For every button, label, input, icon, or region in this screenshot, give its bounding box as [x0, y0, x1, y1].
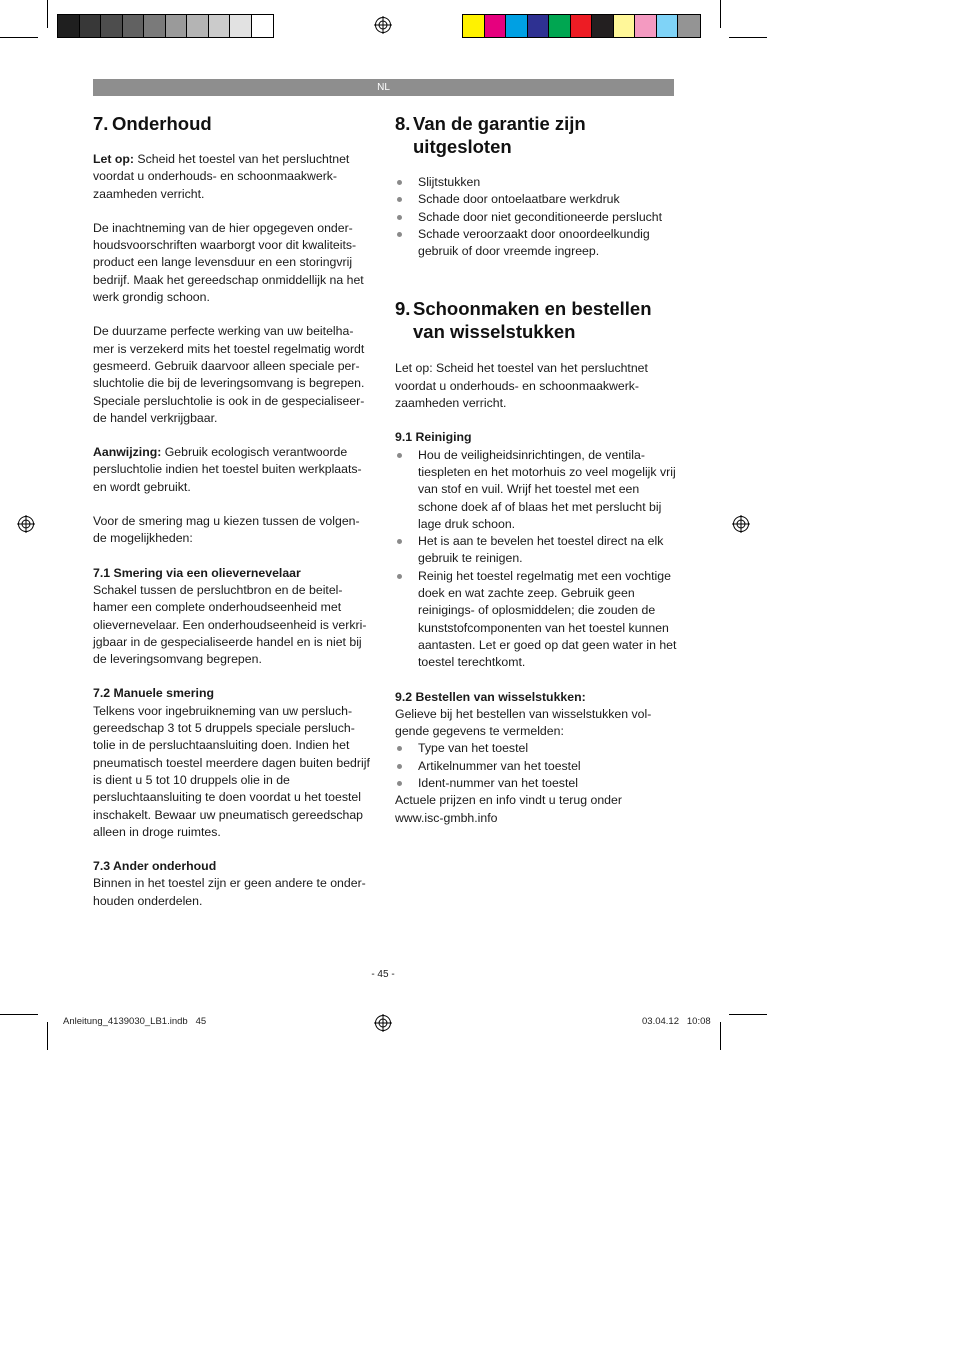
crop-mark: [47, 1022, 48, 1050]
section-9-heading: [395, 297, 677, 343]
paragraph: [93, 444, 373, 496]
crop-mark: [720, 1022, 721, 1050]
color-swatch: [635, 15, 657, 37]
crop-mark: [0, 1014, 38, 1015]
crop-mark: [47, 0, 48, 28]
subsection-7-2-heading: 7.2 Manuele smering: [93, 686, 214, 701]
emphasis-label: Let op:: [93, 152, 134, 166]
paragraph: De duurzame perfecte werking van uw beitelha-mer is verzekerd mits het toestel regelmatig wordt gesmeerd. Gebruik daarvoor alleen speciale per-sluchtolie die bij de leveringsomvang is begrepen. Speciale persluchtolie is ook in de gespecialiseer-de handel verkrijgbaar.: [93, 324, 365, 425]
color-swatch: [101, 15, 123, 37]
registration-mark-icon: [374, 16, 392, 34]
subsection-9-2-heading: 9.2 Bestellen van wisselstukken:: [395, 689, 586, 704]
registration-mark-icon: [732, 515, 750, 533]
crop-mark: [729, 1014, 767, 1015]
section-number: 7.: [93, 113, 109, 134]
registration-mark-icon: [17, 515, 35, 533]
color-swatch: [592, 15, 614, 37]
color-swatch: [614, 15, 636, 37]
list-item: Hou de veiligheidsinrichtingen, de ventila-tiespleten en het motorhuis zo veel mogelijk vrij van stof en vuil. Wrijf het toestel met een schone doek af of blaas het met perslucht bij lage druk schoon.: [395, 447, 677, 533]
paragraph-text: Gebruik ecologisch verantwoorde persluchtolie indien het toestel buiten werkplaats-en wordt gebruikt.: [93, 445, 362, 494]
color-swatch: [123, 15, 145, 37]
exclusion-list: [395, 174, 677, 260]
registration-mark-icon: [374, 1014, 392, 1032]
subsection-9-1-heading: 9.1 Reiniging: [395, 430, 472, 445]
list-item: Slijtstukken: [395, 174, 677, 191]
section-title: Van de garantie zijn uitgesloten: [413, 113, 586, 157]
color-swatch: [144, 15, 166, 37]
paragraph: Telkens voor ingebruikneming van uw persluch-gereedschap 3 tot 5 druppels speciale persluch-tolie in de persluchtaansluiting doen. Indien het pneumatisch toestel meerdere dagen buiten bedrijf is dient u 5 tot 10 druppels olie in de persluchtaansluiting te doen voordat u het toestel inschakelt. Bewaar uw pneumatisch gereedschap alleen in droge ruimtes.: [93, 703, 370, 839]
color-swatch: [506, 15, 528, 37]
color-swatch: [252, 15, 274, 37]
paragraph: Schakel tussen de persluchtbron en de beitel-hamer een complete onderhoudseenheid met olievernevelaar. Een onderhoudseenheid is verkri-jgbaar in de gespecialiseerde handel en is niet bij de leveringsomvang begrepen.: [93, 582, 367, 667]
section-title: Schoonmaken en bestellen van wisselstukken: [413, 298, 652, 343]
subsection-7-1-heading: 7.1 Smering via een olievernevelaar: [93, 565, 301, 580]
section-number: 9.: [395, 298, 411, 320]
section-7-heading: [93, 112, 373, 135]
print-date: 03.04.12 10:08: [642, 1016, 711, 1027]
color-swatch: [80, 15, 102, 37]
color-swatch: [166, 15, 188, 37]
cmyk-color-bar: [462, 14, 701, 38]
list-item: Ident-nummer van het toestel: [395, 775, 677, 792]
color-swatch: [485, 15, 507, 37]
section-title: Onderhoud: [112, 113, 212, 134]
emphasis-label: Aanwijzing:: [93, 445, 162, 460]
paragraph: Voor de smering mag u kiezen tussen de volgen-de mogelijkheden:: [93, 514, 360, 546]
color-swatch: [230, 15, 252, 37]
list-item: Schade veroorzaakt door onoordeelkundig gebruik of door vreemde ingreep.: [395, 226, 677, 261]
paragraph: Let op: Scheid het toestel van het persluchtnet voordat u onderhouds- en schoonmaakwerk-zaamheden verricht.: [395, 361, 648, 411]
section-number: 8.: [395, 113, 411, 134]
print-file-name: Anleitung_4139030_LB1.indb 45: [63, 1016, 207, 1027]
paragraph-text: Scheid het toestel van het persluchtnet voordat u onderhouds- en schoonmaakwerk-zaamheden verricht.: [93, 152, 350, 201]
color-swatch: [549, 15, 571, 37]
page-number: - 45 -: [371, 969, 395, 980]
crop-mark: [720, 0, 721, 28]
order-info-list: [395, 740, 677, 792]
crop-mark: [729, 37, 767, 38]
paragraph: [93, 151, 373, 203]
list-item: Het is aan te bevelen het toestel direct na elk gebruik te reinigen.: [395, 533, 677, 568]
list-item: Type van het toestel: [395, 740, 677, 757]
color-swatch: [657, 15, 679, 37]
color-swatch: [528, 15, 550, 37]
language-header: [93, 79, 674, 96]
subsection-7-3-heading: 7.3 Ander onderhoud: [93, 859, 217, 874]
cleaning-list: [395, 447, 677, 672]
color-swatch: [187, 15, 209, 37]
left-column: [93, 112, 373, 910]
paragraph: Gelieve bij het bestellen van wisselstukken vol-gende gegevens te vermelden:: [395, 706, 652, 739]
paragraph: Binnen in het toestel zijn er geen andere te onder-houden onderdelen.: [93, 876, 366, 908]
list-item: Schade door niet geconditioneerde perslucht: [395, 209, 677, 226]
color-swatch: [209, 15, 231, 37]
paragraph: De inachtneming van de hier opgegeven onder-houdsvoorschriften waarborgt voor dit kwaliteits-product een lange levensduur en een storingvrij bedrijf. Maak het gereedschap onmiddellijk na het werk grondig schoon.: [93, 220, 364, 305]
section-8-heading: [395, 112, 677, 158]
color-swatch: [571, 15, 593, 37]
right-column: [395, 112, 677, 827]
color-swatch: [678, 15, 700, 37]
list-item: Reinig het toestel regelmatig met een vochtige doek en wat zachte zeep. Gebruik geen reinigings- of oplosmiddelen; die zouden de kunststofcomponenten van het toestel kunnen aantasten. Let er goed op dat geen water in het toestel terechtkomt.: [395, 568, 677, 672]
crop-mark: [0, 37, 38, 38]
list-item: Artikelnummer van het toestel: [395, 758, 677, 775]
language-tag: NL: [377, 82, 390, 93]
color-swatch: [58, 15, 80, 37]
list-item: Schade door ontoelaatbare werkdruk: [395, 191, 677, 208]
color-swatch: [463, 15, 485, 37]
grayscale-color-bar: [57, 14, 274, 38]
paragraph: Actuele prijzen en info vindt u terug onder www.isc-gmbh.info: [395, 793, 622, 825]
